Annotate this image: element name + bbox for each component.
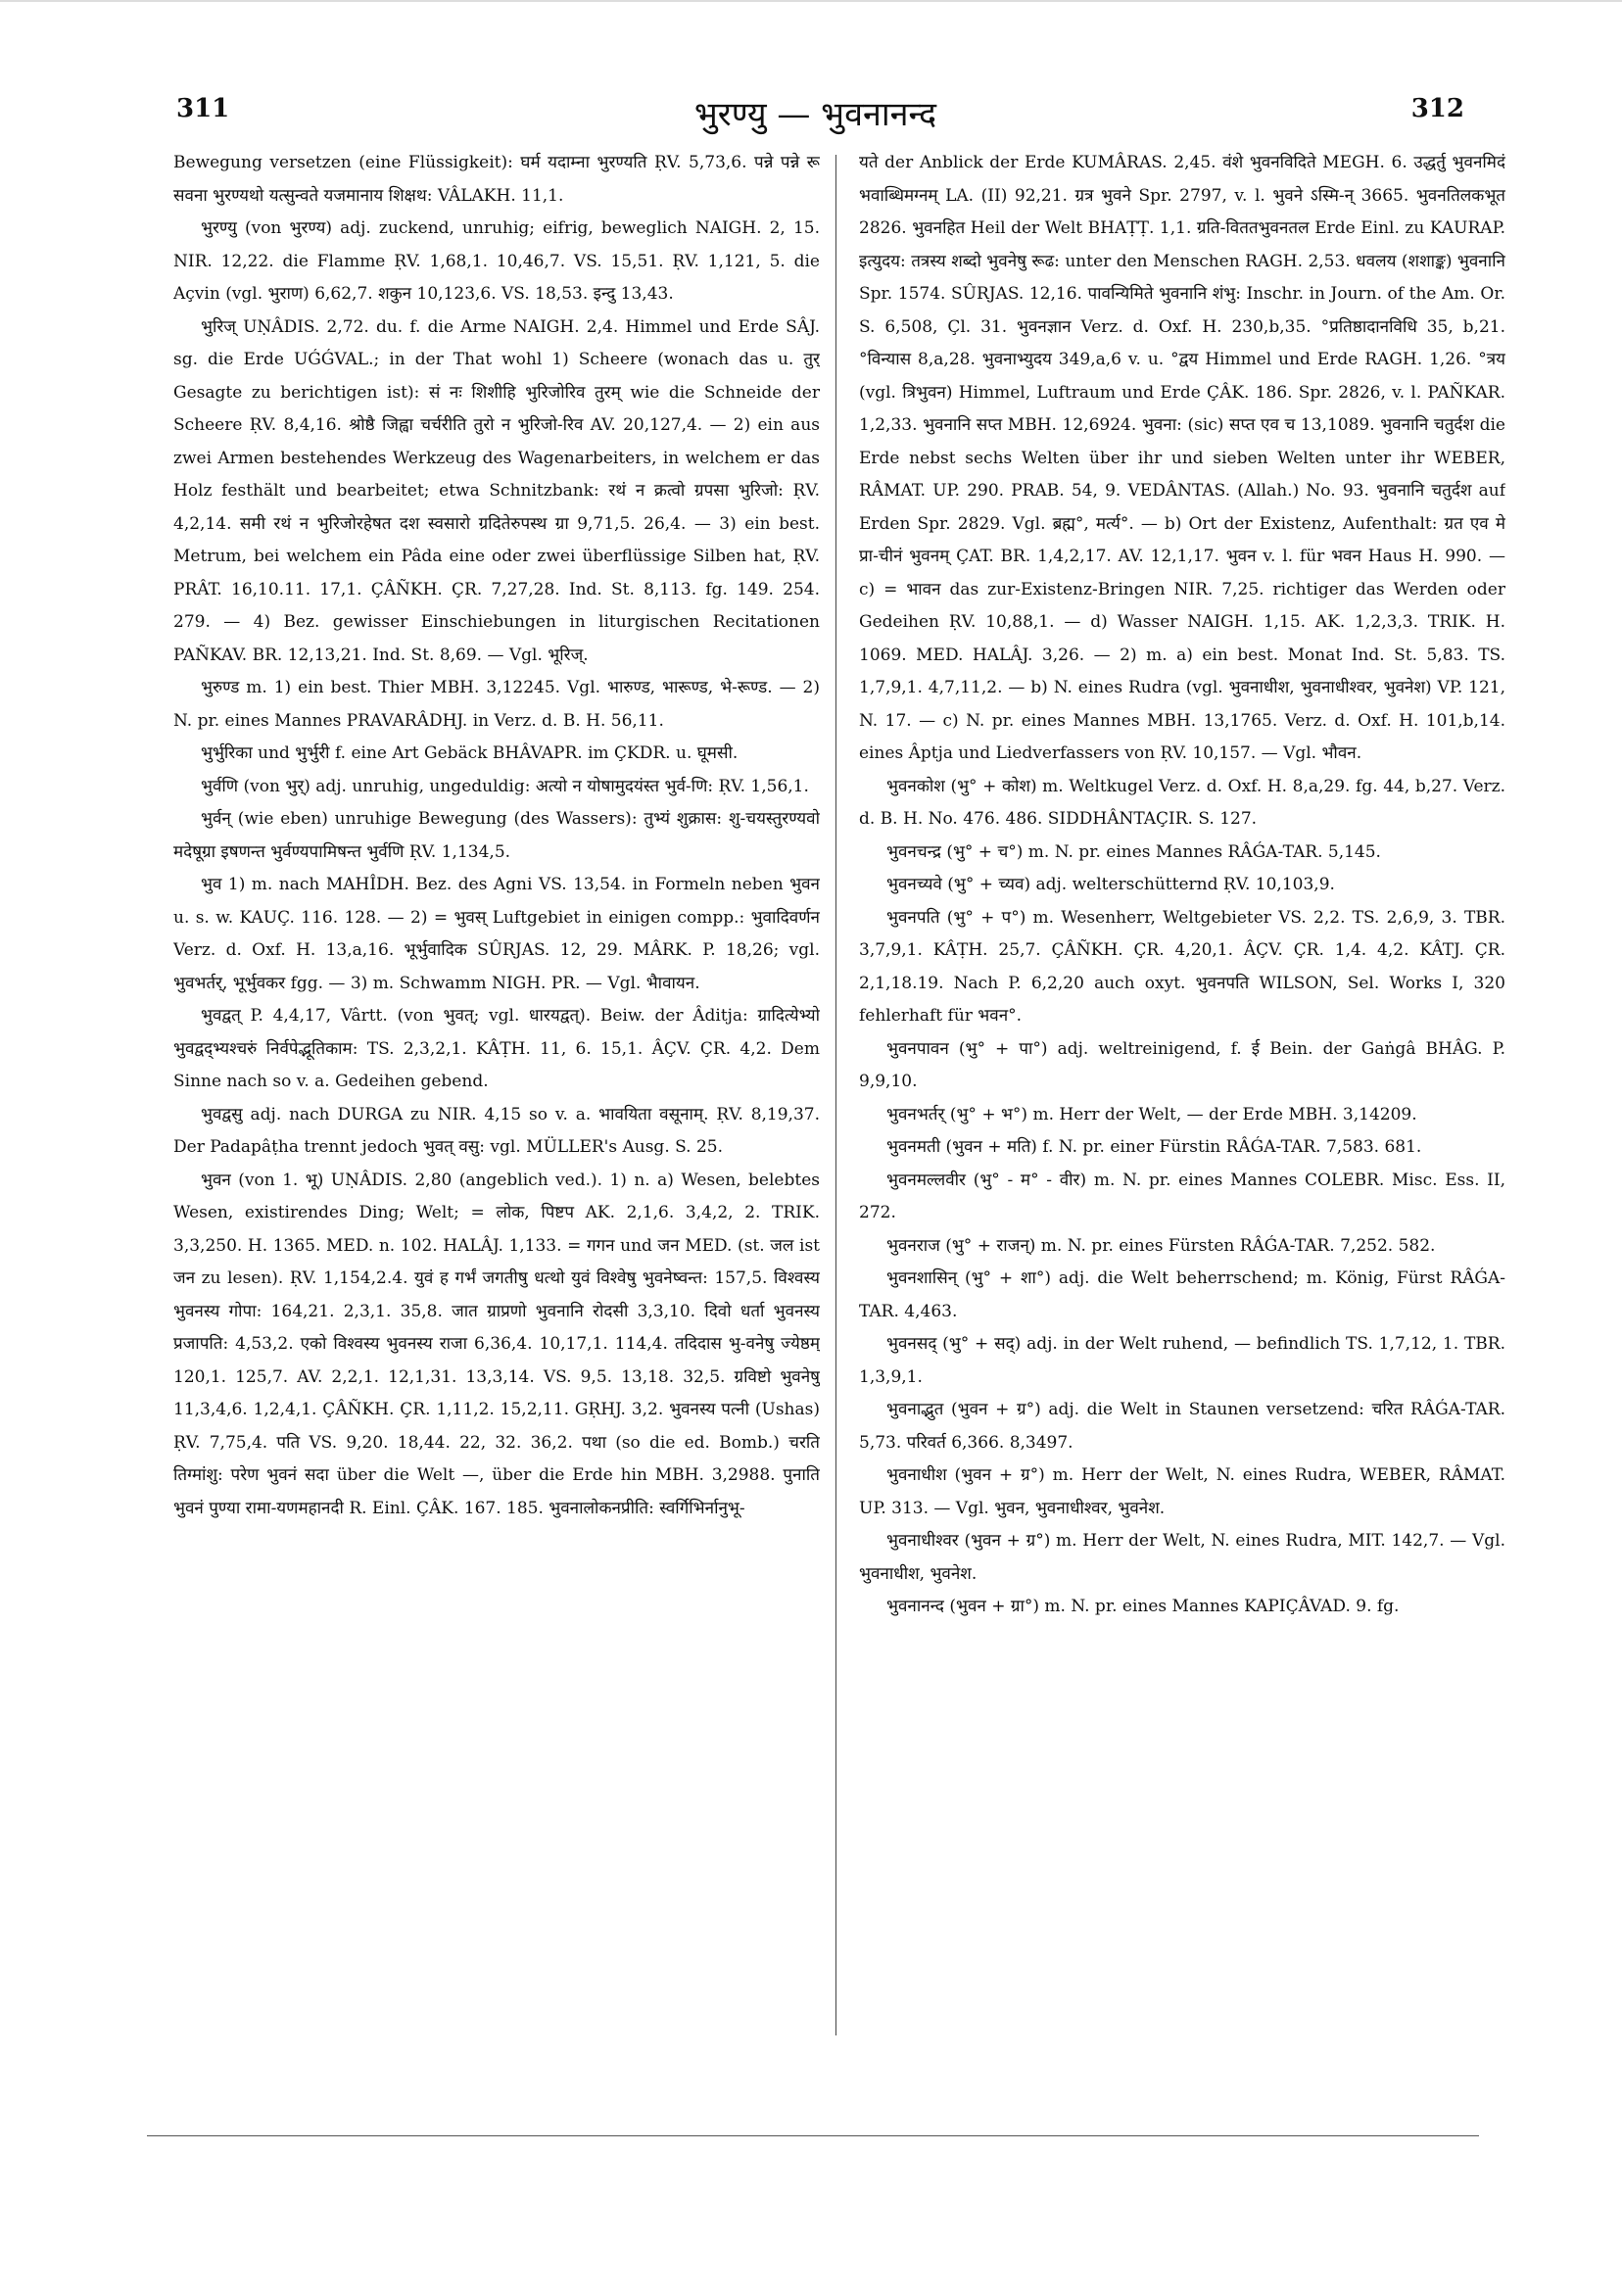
- page-number-left: 311: [176, 94, 230, 123]
- dictionary-entry: भुवनभर्तर् (भु° + भ°) m. Herr der Welt, — der Erde MBH. 3,14209.: [886, 1104, 1417, 1124]
- scan-edge: [0, 0, 1622, 2]
- dictionary-entry: भुवनमल्लवीर (भु° - म° - वीर) m. N. pr. eines Mannes COLEBR. Misc. Ess. II, 272.: [859, 1170, 1505, 1222]
- dictionary-entry: भुवनकोश (भु° + कोश) m. Weltkugel Verz. d. Oxf. H. 8,a,29. fg. 44, b,27. Verz. d. B. H. No. 476. 486. SIDDHÂNTAÇIR. S. 127.: [859, 776, 1505, 829]
- dictionary-entry: भुवनपति (भु° + प°) m. Wesenherr, Weltgebieter VS. 2,2. TS. 2,6,9, 3. TBR. 3,7,9,1. KÂṬH. 25,7. ÇÂÑKH. ÇR. 4,20,1. ÂÇV. ÇR. 1,4. 4,2. KÂTJ. ÇR. 2,1,18.19. Nach P. 6,2,20 auch oxyt. भुवनपति WILSON, Sel. Works I, 320 fehlerhaft für भवन°.: [859, 907, 1505, 1026]
- dictionary-entry: भुर्वणि (von भुर्) adj. unruhig, ungeduldig: अत्यो न योषामुदयंस्त भुर्व-णि: ṚV. 1,56,1.: [201, 776, 809, 796]
- dictionary-entry: भुवनाद्भुत (भुवन + ग्र°) adj. die Welt in Staunen versetzend: चरित RÂǴA-TAR. 5,73. परिवर्त 6,366. 8,3497.: [859, 1400, 1505, 1453]
- dictionary-entry: भुवनानन्द (भुवन + ग्रा°) m. N. pr. eines Mannes KAPIÇÂVAD. 9. fg.: [886, 1597, 1400, 1616]
- dictionary-entry: भुरिज् UṆÂDIS. 2,72. du. f. die Arme NAIGH. 2,4. Himmel und Erde SÂJ. sg. die Erde UǴǴVAL.; in der That wohl 1) Scheere (wonach das u. तुर् Gesagte zu berichtigen ist): सं नः शिशीहि भुरिजोरिव तुरम् wie die Schneide der Scheere ṚV. 8,4,16. श्रोष्ठै जिह्वा चर्चरीति तुरो न भुरिजो-रिव AV. 20,127,4. — 2) ein aus zwei Armen bestehendes Werkzeug des Wagenarbeiters, in welchem er das Holz festhält und bearbeitet; etwa Schnitzbank: रथं न क्रत्वो ग्रपसा भुरिजो: ṚV. 4,2,14. समी रथं न भुरिजोरहेषत दश स्वसारो ग्रदितेरुपस्थ ग्रा 9,71,5. 26,4. — 3) ein best. Metrum, bei welchem ein Pâda eine oder zwei überflüssige Silben hat, ṚV. PRÂT. 16,10.11. 17,1. ÇÂÑKH. ÇR. 7,27,28. Ind. St. 8,113. fg. 149. 254. 279. — 4) Bez. gewisser Einschiebungen in liturgischen Recitationen PAÑKAV. BR. 12,13,21. Ind. St. 8,69. — Vgl. भूरिज्.: [173, 316, 820, 665]
- dictionary-entry: भुवनशासिन् (भु° + शा°) adj. die Welt beherrschend; m. König, Fürst RÂǴA-TAR. 4,463.: [859, 1268, 1505, 1321]
- dictionary-entry: भुव 1) m. nach MAHÎDH. Bez. des Agni VS. 13,54. in Formeln neben भुवन u. s. w. KAUÇ. 116. 128. — 2) = भुवस् Luftgebiet in einigen compp.: भुवादिवर्णन Verz. d. Oxf. H. 13,a,16. भूर्भुवादिक SÛRJAS. 12, 29. MÂRK. P. 18,26; vgl. भुवभर्तर्, भूर्भुवकर fgg. — 3) m. Schwamm NIGH. PR. — Vgl. भैावायन.: [173, 875, 820, 993]
- dictionary-entry: भुरण्यु (von भुरण्य) adj. zuckend, unruhig; eifrig, beweglich NAIGH. 2, 15. NIR. 12,22. die Flamme ṚV. 1,68,1. 10,46,7. VS. 15,51. ṚV. 1,121, 5. die Açvin (vgl. भुराण) 6,62,7. शकुन 10,123,6. VS. 18,53. इन्दु 13,43.: [173, 218, 820, 304]
- left-column: [173, 147, 820, 2057]
- dictionary-entry: Bewegung versetzen (eine Flüssigkeit): घर्म यदाम्ना भुरण्यति ṚV. 5,73,6. पन्ने पन्ने रू सवना भुरण्यथो यत्सुन्वते यजमानाय शिक्षथ: VÂLAKH. 11,1.: [173, 153, 820, 206]
- dictionary-entry: भुवनाधीश (भुवन + ग्र°) m. Herr der Welt, N. eines Rudra, WEBER, RÂMAT. UP. 313. — Vgl. भुवन, भुवनाधीश्वर, भुवनेश.: [859, 1465, 1505, 1518]
- dictionary-entry: भुवद्वसु adj. nach DURGA zu NIR. 4,15 so v. a. भावयिता वसूनाम्. ṚV. 8,19,37. Der Padapâṭha trennt jedoch भुवत् वसु: vgl. MÜLLER's Ausg. S. 25.: [173, 1104, 820, 1157]
- dictionary-entry: भुवनसद् (भु° + सद्) adj. in der Welt ruhend, — befindlich TS. 1,7,12, 1. TBR. 1,3,9,1.: [859, 1334, 1505, 1387]
- page-header: [167, 94, 1464, 133]
- column-divider: [835, 155, 836, 2035]
- dictionary-entry: भुवनराज (भु° + राजन्) m. N. pr. eines Fürsten RÂǴA-TAR. 7,252. 582.: [886, 1235, 1436, 1256]
- dictionary-entry: यते der Anblick der Erde KUMÂRAS. 2,45. वंशे भुवनविदिते MEGH. 6. उद्धर्तु भुवनमिदं भवाब्धिमग्नम् LA. (II) 92,21. ग्रत्र भुवने Spr. 2797, v. l. भुवने ऽस्मि-न् 3665. भुवनतिलकभूत 2826. भुवनहित Heil der Welt BHAṬṬ. 1,1. ग्रति-विततभुवनतल Erde Einl. zu KAURAP. इत्युदय: तत्रस्य शब्दो भुवनेषु रूढ: unter den Menschen RAGH. 2,53. धवलय (शशाङ्क) भुवनानि Spr. 1574. SÛRJAS. 12,16. पावन्यिमिते भुवनानि शंभु: Inschr. in Journ. of the Am. Or. S. 6,508, Çl. 31. भुवनज्ञान Verz. d. Oxf. H. 230,b,35. °प्रतिष्ठादानविधि 35, b,21. °विन्यास 8,a,28. भुवनाभ्युदय 349,a,6 v. u. °द्वय Himmel und Erde RAGH. 1,26. °त्रय (vgl. त्रिभुवन) Himmel, Luftraum und Erde ÇÂK. 186. Spr. 2826, v. l. PAÑKAR. 1,2,33. भुवनानि सप्त MBH. 12,6924. भुवना: (sic) सप्त एव च 13,1089. भुवनानि चतुर्दश die Erde nebst sechs Welten über ihr und sieben Welten unter ihr WEBER, RÂMAT. UP. 290. PRAB. 54, 9. VEDÂNTAS. (Allah.) No. 93. भुवनानि चतुर्दश auf Erden Spr. 2829. Vgl. ब्रह्म°, मर्त्य°. — b) Ort der Existenz, Aufenthalt: ग्रत एव मे प्रा-चीनं भुवनम् ÇAT. BR. 1,4,2,17. AV. 12,1,17. भुवन v. l. für भवन Haus H. 990. — c) = भावन das zur-Existenz-Bringen NIR. 7,25. richtiger das Werden oder Gedeihen ṚV. 10,88,1. — d) Wasser NAIGH. 1,15. AK. 1,2,3,3. TRIK. H. 1069. MED. HALÂJ. 3,26. — 2) m. a) ein best. Monat Ind. St. 5,83. TS. 1,7,9,1. 4,7,11,2. — b) N. eines Rudra (vgl. भुवनाधीश, भुवनाधीश्वर, भुवनेश) VP. 121, N. 17. — c) N. pr. eines Mannes MBH. 13,1765. Verz. d. Oxf. H. 101,b,14. eines Âptja und Liedverfassers von ṚV. 10,157. — Vgl. भौवन.: [859, 153, 1505, 763]
- page-number-right: 312: [1410, 94, 1464, 123]
- footer-rule: [147, 2135, 1479, 2136]
- right-column: [859, 147, 1505, 2057]
- dictionary-entry: भुवनमती (भुवन + मति) f. N. pr. einer Fürstin RÂǴA-TAR. 7,583. 681.: [886, 1137, 1422, 1157]
- running-head: भुरण्यु — भुवनानन्द: [693, 95, 937, 134]
- dictionary-entry: भुवनच्यवे (भु° + च्यव) adj. welterschütternd ṚV. 10,103,9.: [886, 875, 1335, 894]
- dictionary-entry: भुवनपावन (भु° + पा°) adj. weltreinigend, f. ई Bein. der Gaṅgâ BHÂG. P. 9,9,10.: [859, 1038, 1505, 1091]
- dictionary-entry: भुर्भुरिका und भुर्भुरी f. eine Art Gebäck BHÂVAPR. im ÇKDR. u. घूमसी.: [201, 743, 739, 763]
- dictionary-entry: भुर्वन् (wie eben) unruhige Bewegung (des Wassers): तुभ्यं शुक्रास: शु-चयस्तुरण्यवो मदेषूग्रा इषणन्त भुर्वण्यपामिषन्त भुर्वणि ṚV. 1,134,5.: [173, 809, 820, 862]
- dictionary-entry: भुवन (von 1. भू) UṆÂDIS. 2,80 (angeblich ved.). 1) n. a) Wesen, belebtes Wesen, existirendes Ding; Welt; = लोक, पिष्टप AK. 2,1,6. 3,4,2, 2. TRIK. 3,3,250. H. 1365. MED. n. 102. HALÂJ. 1,133. = गगन und जन MED. (st. जल ist जन zu lesen). ṚV. 1,154,2.4. युवं ह गर्भं जगतीषु धत्थो युवं विश्वेषु भुवनेष्वन्त: 157,5. विश्वस्य भुवनस्य गोपा: 164,21. 2,3,1. 35,8. जात ग्राप्रणो भुवनानि रोदसी 3,3,10. दिवो धर्ता भुवनस्य प्रजापति: 4,53,2. एको विश्वस्य भुवनस्य राजा 6,36,4. 10,17,1. 114,4. तदिदास भु-वनेषु ज्येष्ठम् 120,1. 125,7. AV. 2,2,1. 12,1,31. 13,3,14. VS. 9,5. 13,18. 32,5. ग्रविष्टो भुवनेषु 11,3,4,6. 1,2,4,1. ÇÂÑKH. ÇR. 1,11,2. 15,2,11. GṚHJ. 3,2. भुवनस्य पत्नी (Ushas) ṚV. 7,75,4. पति VS. 9,20. 18,44. 22, 32. 36,2. पथा (so die ed. Bomb.) चरति तिग्मांशु: परेण भुवनं सदा über die Welt —, über die Erde hin MBH. 3,2988. पुनाति भुवनं पुण्या रामा-यणमहानदी R. Einl. ÇÂK. 167. 185. भुवनालोकनप्रीति: स्वर्गिभिर्नानुभू-: [173, 1170, 820, 1518]
- dictionary-entry: भुवनचन्द्र (भु° + च°) m. N. pr. eines Mannes RÂǴA-TAR. 5,145.: [886, 841, 1381, 862]
- dictionary-entry: भुवनाधीश्वर (भुवन + ग्र°) m. Herr der Welt, N. eines Rudra, MIT. 142,7. — Vgl. भुवनाधीश, भुवनेश.: [859, 1531, 1505, 1584]
- dictionary-entry: भुवद्वत् P. 4,4,17, Vârtt. (von भुवत्; vgl. धारयद्वत्). Beiw. der Âditja: ग्रादित्येभ्यो भुवद्वद्भ्यश्चरुं निर्वपेद्भूतिकाम: TS. 2,3,2,1. KÂṬH. 11, 6. 15,1. ÂÇV. ÇR. 4,2. Dem Sinne nach so v. a. Gedeihen gebend.: [173, 1006, 820, 1091]
- dictionary-entry: भुरुण्ड m. 1) ein best. Thier MBH. 3,12245. Vgl. भारुण्ड, भारूण्ड, भे-रूण्ड. — 2) N. pr. eines Mannes PRAVARÂDHJ. in Verz. d. B. H. 56,11.: [173, 678, 820, 731]
